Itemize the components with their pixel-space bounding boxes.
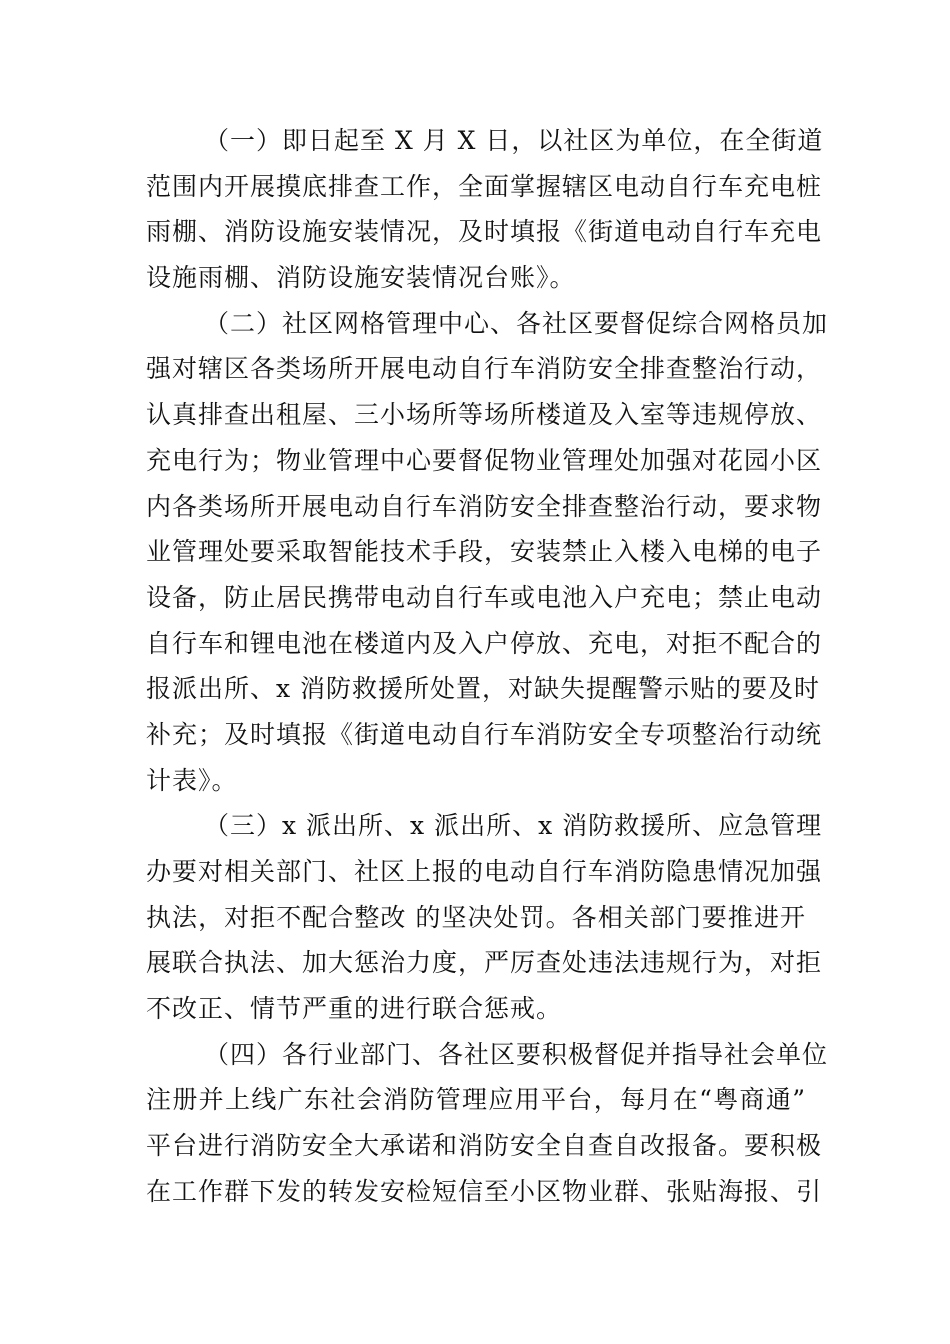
text-line: 办要对相关部门、社区上报的电动自行车消防隐患情况加强 — [146, 857, 823, 886]
text-line: 范围内开展摸底排查工作，全面掌握辖区电动自行车充电桩 — [146, 171, 823, 201]
document-body — [146, 118, 829, 1215]
text-line: （四）各行业部门、各社区要积极督促并指导社会单位 — [204, 1039, 829, 1069]
text-line: （一）即日起至 X 月 X 日，以社区为单位，在全街道 — [204, 126, 824, 155]
paragraph-3 — [146, 803, 823, 1031]
text-line: 计表》。 — [146, 765, 238, 795]
text-line: 注册并上线广东社会消防管理应用平台，每月在“粤商通” — [146, 1085, 806, 1115]
text-line: 设备，防止居民携带电动自行车或电池入户充电；禁止电动 — [146, 582, 823, 612]
text-line: 强对辖区各类场所开展电动自行车消防安全排查整治行动， — [146, 354, 823, 384]
text-line: 自行车和锂电池在楼道内及入户停放、充电，对拒不配合的 — [146, 628, 823, 658]
paragraph-1 — [146, 118, 824, 301]
text-line: 充电行为；物业管理中心要督促物业管理处加强对花园小区 — [146, 445, 823, 475]
text-line: 平台进行消防安全大承诺和消防安全自查自改报备。要积极 — [146, 1131, 823, 1161]
text-line: 不改正、情节严重的进行联合惩戒。 — [146, 994, 563, 1024]
paragraph-2 — [146, 301, 829, 804]
text-line: 认真排查出租屋、三小场所等场所楼道及入室等违规停放、 — [146, 400, 823, 430]
text-line: （二）社区网格管理中心、各社区要督促综合网格员加 — [204, 308, 829, 338]
text-line: 补充；及时填报《街道电动自行车消防安全专项整治行动统 — [146, 719, 823, 749]
text-line: 内各类场所开展电动自行车消防安全排查整治行动，要求物 — [146, 491, 823, 521]
text-line: 执法，对拒不配合整改 的坚决处罚。各相关部门要推进开 — [146, 902, 806, 932]
text-line: 设施雨棚、消防设施安装情况台账》。 — [146, 263, 576, 293]
text-line: 在工作群下发的转发安检短信至小区物业群、张贴海报、引 — [146, 1176, 823, 1206]
paragraph-4 — [146, 1032, 829, 1215]
text-line: （三）x 派出所、x 派出所、x 消防救援所、应急管理 — [204, 811, 823, 841]
text-line: 展联合执法、加大惩治力度，严厉查处违法违规行为，对拒 — [146, 948, 823, 978]
text-line: 报派出所、x 消防救援所处置，对缺失提醒警示贴的要及时 — [146, 674, 821, 704]
text-line: 雨棚、消防设施安装情况，及时填报《街道电动自行车充电 — [146, 217, 823, 247]
text-line: 业管理处要采取智能技术手段，安装禁止入楼入电梯的电子 — [146, 537, 823, 567]
